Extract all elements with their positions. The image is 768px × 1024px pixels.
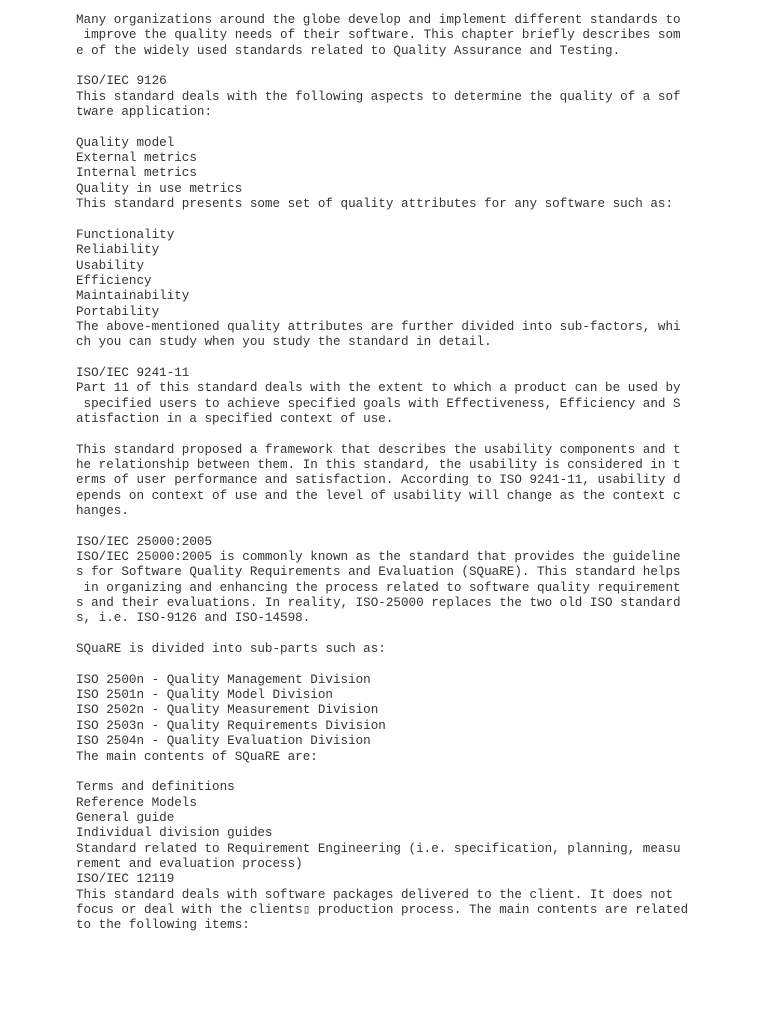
text-line: Part 11 of this standard deals with the extent to which a product can be used by: [76, 381, 681, 396]
list-item: Individual division guides: [76, 826, 273, 841]
text-line: This standard deals with software packages delivered to the client. It does not: [76, 887, 674, 902]
text-line: to the following items:: [76, 918, 250, 933]
text-line: This standard proposed a framework that describes the usability components and t: [76, 442, 681, 457]
text-line: ISO/IEC 25000:2005 is commonly known as the standard that provides the guideline: [76, 550, 681, 565]
list-item: ISO 2502n - Quality Measurement Division: [76, 703, 379, 718]
list-item: Reliability: [76, 243, 160, 258]
text-line: This standard deals with the following aspects to determine the quality of a sof: [76, 89, 681, 104]
list-item: Usability: [76, 258, 145, 273]
list-item: Maintainability: [76, 289, 190, 304]
blank-line: [76, 657, 716, 672]
text-line: specified users to achieve specified goals with Effectiveness, Efficiency and S: [76, 396, 681, 411]
text-line: e of the widely used standards related to Quality Assurance and Testing.: [76, 43, 621, 58]
list-item: Terms and definitions: [76, 780, 235, 795]
list-item: Quality model: [76, 135, 175, 150]
section-heading: ISO/IEC 12119: [76, 872, 175, 887]
list-item: Reference Models: [76, 795, 197, 810]
text-line: improve the quality needs of their software. This chapter briefly describes som: [76, 28, 681, 43]
text-line: atisfaction in a specified context of use.: [76, 411, 394, 426]
text-line: The above-mentioned quality attributes are further divided into sub-factors, whi: [76, 319, 681, 334]
text-line: focus or deal with the clients▯ production process. The main contents are related: [76, 902, 689, 917]
text-line: erms of user performance and satisfaction. According to ISO 9241-11, usability d: [76, 473, 681, 488]
list-item: Portability: [76, 304, 160, 319]
blank-line: [76, 120, 716, 135]
list-item: External metrics: [76, 151, 197, 166]
list-item: General guide: [76, 810, 175, 825]
section-heading: ISO/IEC 25000:2005: [76, 534, 213, 549]
text-line: s for Software Quality Requirements and Evaluation (SQuaRE). This standard helps: [76, 565, 681, 580]
list-item: ISO 2504n - Quality Evaluation Division: [76, 734, 371, 749]
blank-line: [76, 427, 716, 442]
text-line: This standard presents some set of quality attributes for any software such as:: [76, 197, 674, 212]
list-item: ISO 2500n - Quality Management Division: [76, 672, 371, 687]
document-body: [76, 13, 716, 934]
text-line: in organizing and enhancing the process related to software quality requirement: [76, 580, 681, 595]
text-line: SQuaRE is divided into sub-parts such as:: [76, 642, 386, 657]
blank-line: [76, 59, 716, 74]
blank-line: [76, 351, 716, 366]
text-line: The main contents of SQuaRE are:: [76, 749, 318, 764]
list-item: Functionality: [76, 227, 175, 242]
list-item: Efficiency: [76, 273, 152, 288]
blank-line: [76, 212, 716, 227]
list-item: Internal metrics: [76, 166, 197, 181]
text-line: tware application:: [76, 105, 213, 120]
text-line: epends on context of use and the level of usability will change as the context c: [76, 488, 681, 503]
blank-line: [76, 519, 716, 534]
text-line: ch you can study when you study the standard in detail.: [76, 335, 492, 350]
text-line: hanges.: [76, 504, 129, 518]
text-line: s and their evaluations. In reality, ISO-25000 replaces the two old ISO standard: [76, 596, 681, 611]
text-line: Many organizations around the globe develop and implement different standards to: [76, 13, 681, 27]
section-heading: ISO/IEC 9126: [76, 74, 167, 89]
blank-line: [76, 765, 716, 780]
text-line: rement and evaluation process): [76, 856, 303, 871]
text-line: he relationship between them. In this standard, the usability is considered in t: [76, 457, 681, 472]
text-line: s, i.e. ISO-9126 and ISO-14598.: [76, 611, 311, 626]
list-item: Standard related to Requirement Engineering (i.e. specification, planning, measu: [76, 841, 681, 856]
list-item: ISO 2501n - Quality Model Division: [76, 688, 333, 703]
list-item: ISO 2503n - Quality Requirements Division: [76, 718, 386, 733]
blank-line: [76, 627, 716, 642]
section-heading: ISO/IEC 9241-11: [76, 365, 190, 380]
list-item: Quality in use metrics: [76, 181, 243, 196]
